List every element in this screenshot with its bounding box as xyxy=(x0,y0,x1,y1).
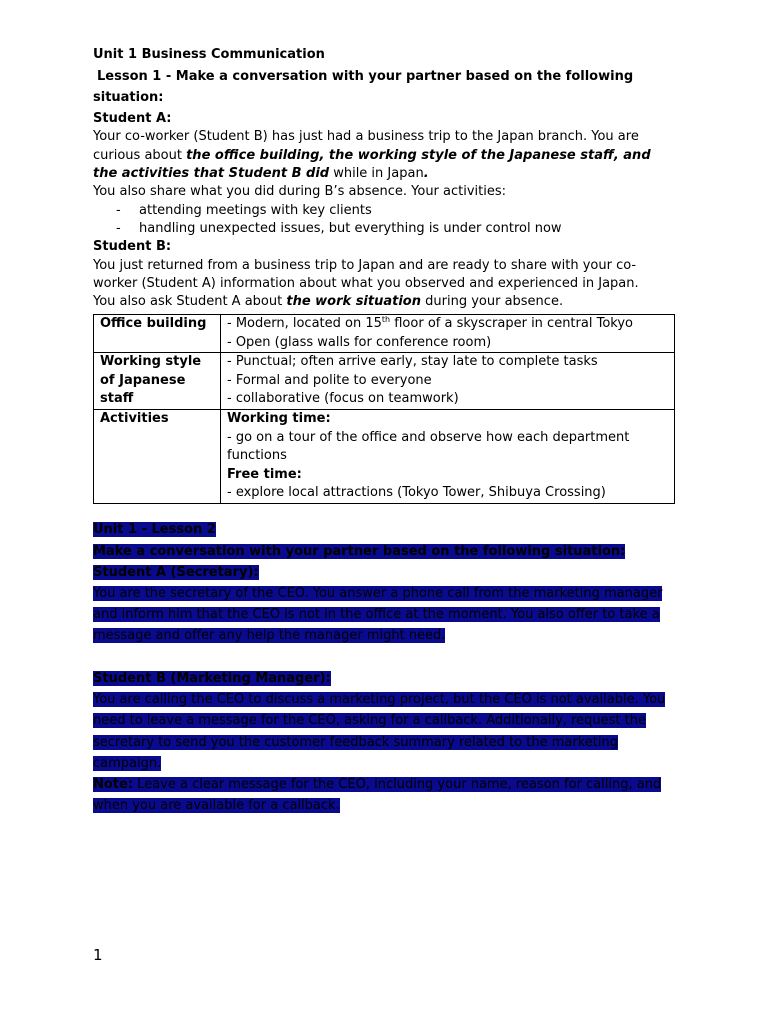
info-table xyxy=(93,314,675,504)
list-item: - handling unexpected issues, but everything is under control now xyxy=(116,221,562,236)
lesson2-student-a-heading: Student A (Secretary): xyxy=(93,565,259,580)
table-label-activities: Activities xyxy=(94,410,221,504)
table-row xyxy=(94,353,675,410)
lesson2-student-b-line: campaign. xyxy=(93,756,162,771)
student-a-line3: the activities that Student B did while in Japan. xyxy=(93,166,429,181)
unit-title: Unit 1 Business Communication xyxy=(93,47,325,62)
lesson2-instruction: Make a conversation with your partner based on the following situation: xyxy=(93,544,626,559)
table-value-office: - Modern, located on 15th floor of a skyscraper in central Tokyo - Open (glass walls for conference room) xyxy=(221,315,675,353)
table-label-working-style: Working style of Japanese staff xyxy=(94,353,221,410)
lesson2-student-b-line: You are calling the CEO to discuss a marketing project, but the CEO is not available. You xyxy=(93,692,666,707)
student-b-line3: You also ask Student A about the work situation during your absence. xyxy=(93,294,564,309)
lesson-title-line2: situation: xyxy=(93,90,164,105)
lesson2-student-b-line: secretary to send you the customer feedback summary related to the marketing xyxy=(93,735,618,750)
table-label-office: Office building xyxy=(94,315,221,353)
lesson2-title: Unit 1 - Lesson 2 xyxy=(93,522,216,537)
lesson2-student-b-line: need to leave a message for the CEO, asking for a callback. Additionally, request the xyxy=(93,713,646,728)
lesson2-student-a-line: You are the secretary of the CEO. You answer a phone call from the marketing manager xyxy=(93,586,663,601)
student-a-line1: Your co-worker (Student B) has just had a business trip to the Japan branch. You are xyxy=(93,129,639,144)
lesson2-note-line2: when you are available for a callback. xyxy=(93,798,340,813)
table-row xyxy=(94,315,675,353)
student-a-line2: curious about the office building, the working style of the Japanese staff, and xyxy=(93,148,651,163)
student-a-heading: Student A: xyxy=(93,111,172,126)
table-row xyxy=(94,410,675,504)
lesson2-student-a-line: message and offer any help the manager might need. xyxy=(93,628,446,643)
table-value-activities: Working time: - go on a tour of the office and observe how each department functions Free time: - explore local attractions (Tokyo Tower, Shibuya Crossing) xyxy=(221,410,675,504)
student-b-line1: You just returned from a business trip to Japan and are ready to share with your co- xyxy=(93,258,637,273)
table-value-working-style: - Punctual; often arrive early, stay late to complete tasks - Formal and polite to everyone - collaborative (focus on teamwork) xyxy=(221,353,675,410)
student-a-line4: You also share what you did during B’s absence. Your activities: xyxy=(93,184,507,199)
lesson-title-line1: Lesson 1 - Make a conversation with your partner based on the following xyxy=(97,69,634,84)
lesson2-note-line1: Note: Leave a clear message for the CEO, including your name, reason for calling, and xyxy=(93,777,662,792)
lesson2-student-b-heading: Student B (Marketing Manager): xyxy=(93,671,331,686)
lesson2-student-a-line: and inform him that the CEO is not in the office at the moment. You also offer to take a xyxy=(93,607,660,622)
page-number: 1 xyxy=(93,946,103,964)
student-b-line2: worker (Student A) information about what you observed and experienced in Japan. xyxy=(93,276,639,291)
student-b-heading: Student B: xyxy=(93,239,172,254)
list-item: - attending meetings with key clients xyxy=(116,203,372,218)
